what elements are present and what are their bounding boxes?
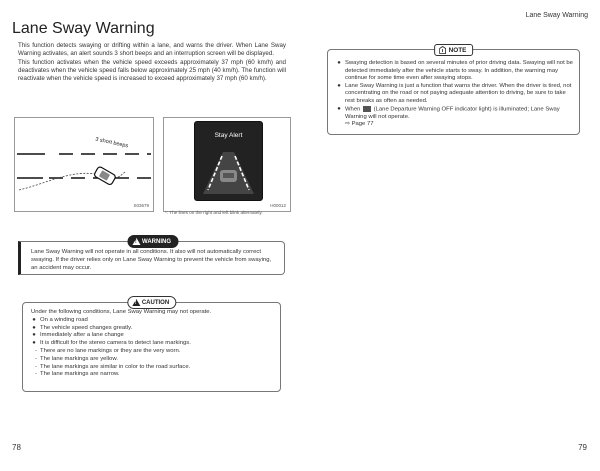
list-item-text: It is difficult for the stereo camera to detect lane markings. bbox=[40, 340, 191, 347]
figure-code-left: S03679 bbox=[133, 203, 149, 208]
page-reference-link[interactable]: ⇨ Page 77 bbox=[345, 121, 374, 128]
sub-list-item-text: The lane markings are narrow. bbox=[39, 371, 120, 378]
note-icon-graphic bbox=[439, 46, 446, 54]
list-item-text: Immediately after a lane change bbox=[40, 332, 124, 339]
caution-content bbox=[31, 309, 275, 379]
beeps-label: 3 short beeps bbox=[94, 136, 129, 150]
warning-text: Lane Sway Warning will not operate in all conditions. It also will not automatically correct swaying. If the driver relies only on Lane Sway Warning to prevent the vehicle from swaying, an accident may occur. bbox=[31, 249, 272, 271]
caution-label-text: CAUTION bbox=[141, 299, 170, 306]
list-item-text: Lane Sway Warning is just a function that warns the driver. When the driver is tired, not concentrating on the road or not paying adequate attention to driving, be sure to take rest breaks as often as needed. bbox=[345, 82, 572, 104]
warning-label-text: WARNING bbox=[142, 238, 171, 245]
display-road-graphic bbox=[195, 122, 262, 200]
intro-paragraph-1: This function detects swaying or drifting within a lane, and warns the driver. When Lane Sway Warning activates, an alert sounds 3 short beeps and an interruption screen will be displayed. bbox=[18, 42, 286, 58]
sub-list-item-text: The lane markings are similar in color to the road surface. bbox=[39, 363, 191, 370]
note-content bbox=[336, 60, 574, 129]
warning-label bbox=[127, 235, 178, 248]
note-icon bbox=[439, 46, 447, 54]
list-item-text: Swaying detection is based on several minutes of prior driving data. Swaying will not be detected immediately after the vehicle starts to sway. In addition, the warning may continue for some time even after swaying stops. bbox=[345, 60, 573, 82]
caution-icon: ! bbox=[132, 299, 140, 306]
figure-code-right: H00012 bbox=[270, 203, 286, 208]
note-label-text: NOTE bbox=[448, 46, 467, 54]
list-item: ● The vehicle speed changes greatly. bbox=[32, 324, 133, 331]
sub-list-item: - The lane markings are narrow. bbox=[35, 371, 120, 378]
list-item: ● Lane Sway Warning is just a function that warns the driver. When the driver is tired, not concentrating on the road or not paying adequate attention to driving, be sure to take rest breaks as often as needed. bbox=[336, 83, 574, 106]
note-label bbox=[434, 44, 474, 56]
page-number-right: 79 bbox=[578, 443, 587, 452]
note-item-prefix: When bbox=[345, 106, 361, 113]
caution-intro: Under the following conditions, Lane Sway Warning may not operate. bbox=[31, 309, 212, 315]
list-item: ● When (Lane Departure Warning OFF indicator light) is illuminated; Lane Sway Warning will not operate. bbox=[336, 106, 574, 122]
figure-footnote: *: The lines on the right and left blink alternately. bbox=[165, 210, 263, 215]
note-item-suffix: (Lane Departure Warning OFF indicator light) is illuminated; Lane Sway Warning will not operate. bbox=[345, 106, 560, 120]
intro-paragraph-2: This function activates when the vehicle speed exceeds approximately 37 mph (60 km/h) and deactivates when the vehicle speed falls below approximately 25 mph (40 km/h). The function will reactivate when the vehicle speed is increased to exceed approximately 37 mph (60 km/h). bbox=[18, 58, 286, 83]
sub-list-item: - There are no lane markings or they are the very worn. bbox=[35, 347, 181, 354]
list-item-text: On a winding road bbox=[40, 316, 88, 323]
lane-departure-off-icon bbox=[363, 106, 371, 112]
running-header: Lane Sway Warning bbox=[525, 12, 588, 19]
intro-text bbox=[18, 42, 286, 83]
page-title: Lane Sway Warning bbox=[12, 20, 155, 37]
caution-box bbox=[22, 299, 281, 392]
sway-diagram bbox=[14, 117, 154, 212]
sub-list-item-text: There are no lane markings or they are the very worn. bbox=[39, 347, 181, 354]
sway-illustration bbox=[15, 118, 153, 211]
list-item: ● Immediately after a lane change bbox=[32, 332, 124, 339]
sub-list-item-text: The lane markings are yellow. bbox=[39, 355, 118, 362]
stay-alert-figure bbox=[163, 117, 291, 212]
caution-label bbox=[127, 296, 176, 309]
list-item: ● Swaying detection is based on several minutes of prior driving data. Swaying will not be detected immediately after the vehicle starts to sway. In addition, the warning may continue for some time even after swaying stops. bbox=[337, 60, 573, 82]
list-item-text: The vehicle speed changes greatly. bbox=[40, 324, 133, 331]
list-item: ● On a winding road bbox=[32, 316, 88, 323]
sub-list-item: - The lane markings are yellow. bbox=[35, 355, 118, 362]
display-screen bbox=[194, 121, 263, 201]
stay-alert-text: Stay Alert bbox=[214, 132, 243, 139]
page-number-left: 78 bbox=[12, 443, 21, 452]
warning-icon: ! bbox=[132, 238, 140, 245]
list-item-text bbox=[345, 106, 574, 122]
warning-box bbox=[18, 238, 285, 275]
list-item: ● It is difficult for the stereo camera to detect lane markings. bbox=[32, 340, 191, 347]
note-box bbox=[327, 46, 580, 135]
sub-list-item: - The lane markings are similar in color to the road surface. bbox=[35, 363, 191, 370]
